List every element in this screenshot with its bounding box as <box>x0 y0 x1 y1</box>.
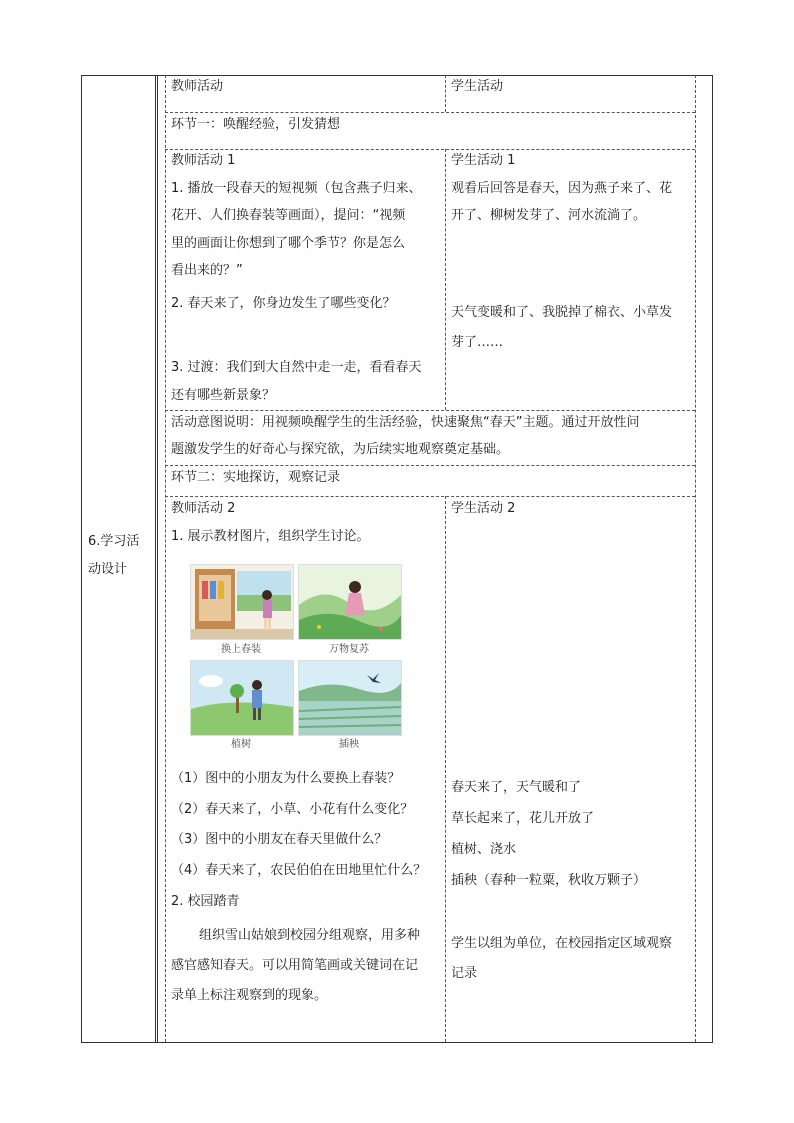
stage2-student-title: 学生活动 2 <box>451 501 516 516</box>
stage1-student-line: 芽了…… <box>451 335 504 350</box>
stage1-student-line: 开了、柳树发芽了、河水流淌了。 <box>451 208 647 223</box>
stage2-answer2-line: 记录 <box>451 966 478 981</box>
inner-left-border <box>165 75 166 1042</box>
stage1-teacher-line: 1. 播放一段春天的短视频（包含燕子归来、 <box>171 181 422 196</box>
stage2-step2: 2. 校园踏青 <box>171 894 240 909</box>
row-line <box>165 465 695 466</box>
table-right-border <box>712 75 713 1042</box>
stage1-intent-line: 活动意图说明：用视频唤醒学生的生活经验，快速聚焦“春天”主题。通过开放性问 <box>171 415 640 430</box>
stage1-student-line: 观看后回答是春天，因为燕子来了、花 <box>451 181 673 196</box>
column-divider <box>445 496 446 1042</box>
stage2-question: （1）图中的小朋友为什么要换上春装？ <box>171 771 401 786</box>
wardrobe-illustration <box>191 565 293 639</box>
table-top-border <box>81 75 713 76</box>
stage1-teacher-line: 还有哪些新景象？ <box>171 388 276 403</box>
row-line <box>165 149 695 150</box>
teacher-activity-header: 教师活动 <box>171 79 224 94</box>
stage1-teacher-line: 花开、人们换春装等画面），提问：“视频 <box>171 208 406 223</box>
picture-rice-planting <box>298 660 402 736</box>
stage1-teacher-line: 2. 春天来了，你身边发生了哪些变化？ <box>171 296 396 311</box>
stage2-answer2-line: 学生以组为单位，在校园指定区域观察 <box>451 936 673 951</box>
stage1-student-title: 学生活动 1 <box>451 153 516 168</box>
row-line <box>165 410 695 411</box>
stage2-step2-line: 感官感知春天。可以用简笔画或关键词在记 <box>171 958 419 973</box>
table-bottom-border <box>81 1042 713 1043</box>
stage2-answer: 插秧（春种一粒粟，秋收万颗子） <box>451 873 647 888</box>
picture-revival <box>298 564 402 640</box>
caption-tree-planting: 植树 <box>231 739 251 750</box>
stage1-teacher-line: 里的画面让你想到了哪个季节？你是怎么 <box>171 236 406 251</box>
column-divider <box>445 149 446 410</box>
stage2-step1: 1. 展示教材图片，组织学生讨论。 <box>171 529 370 544</box>
caption-rice-planting: 插秧 <box>339 739 359 750</box>
meadow-illustration <box>299 565 401 639</box>
stage2-answer: 植树、浇水 <box>451 842 517 857</box>
picture-tree-planting <box>190 660 294 736</box>
stage1-intent-line: 题激发学生的好奇心与探究欲，为后续实地观察奠定基础。 <box>171 442 510 457</box>
stage1-teacher-line: 3. 过渡：我们到大自然中走一走，看看春天 <box>171 360 422 375</box>
stage2-question: （2）春天来了，小草、小花有什么变化？ <box>171 802 414 817</box>
stage2-question: （3）图中的小朋友在春天里做什么？ <box>171 832 388 847</box>
label-column-border-2 <box>157 75 158 1042</box>
stage2-question: （4）春天来了，农民伯伯在田地里忙什么？ <box>171 863 427 878</box>
rice-field-illustration <box>299 661 401 735</box>
caption-changing-clothes: 换上春装 <box>221 644 261 655</box>
picture-changing-clothes <box>190 564 294 640</box>
row-line <box>165 496 695 497</box>
row-line <box>165 112 695 113</box>
student-activity-header: 学生活动 <box>451 79 504 94</box>
table-left-border <box>81 75 82 1042</box>
section-label-line1: 6.学习活 <box>88 534 140 549</box>
stage2-title: 环节二：实地探访，观察记录 <box>171 470 341 485</box>
stage1-teacher-title: 教师活动 1 <box>171 153 236 168</box>
stage2-answer: 春天来了，天气暖和了 <box>451 780 582 795</box>
stage2-teacher-title: 教师活动 2 <box>171 501 236 516</box>
inner-right-border <box>695 75 696 1042</box>
stage2-answer: 草长起来了，花儿开放了 <box>451 811 595 826</box>
stage1-student-line: 天气变暖和了、我脱掉了棉衣、小草发 <box>451 305 673 320</box>
stage2-step2-line: 组织雪山姑娘到校园分组观察，用多种 <box>199 928 421 943</box>
label-column-border <box>155 75 156 1042</box>
stage1-title: 环节一：唤醒经验，引发猜想 <box>171 117 341 132</box>
section-label-line2: 动设计 <box>88 562 128 577</box>
stage1-teacher-line: 看出来的？” <box>171 263 243 278</box>
planting-illustration <box>191 661 293 735</box>
stage2-step2-line: 录单上标注观察到的现象。 <box>171 988 328 1003</box>
caption-revival: 万物复苏 <box>329 644 369 655</box>
column-divider <box>445 75 446 112</box>
